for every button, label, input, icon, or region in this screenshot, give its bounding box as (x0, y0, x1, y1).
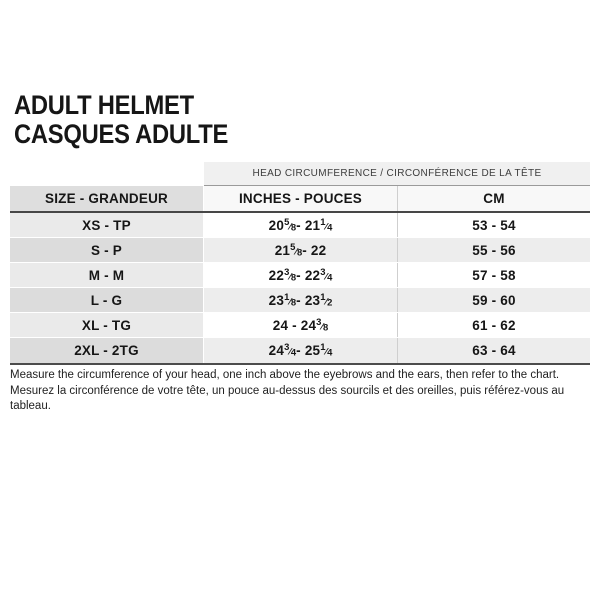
measurement-note-en: Measure the circumference of your head, one inch above the eyebrows and the ears, then refer to the chart. (10, 369, 560, 381)
page-title-fr: CASQUES ADULTE (14, 119, 229, 149)
inches-cell: 24 3⁄4 - 25 1⁄4 (204, 338, 397, 363)
cm-cell: 53 - 54 (397, 213, 590, 237)
table-row-2xl (10, 338, 590, 363)
measurement-note-fr: Mesurez la circonférence de votre tête, un pouce au-dessus des sourcils et des oreilles, puis référez-vous au tableau. (10, 384, 565, 412)
cm-cell: 57 - 58 (397, 263, 590, 287)
inches-cell: 21 5⁄8 - 22 (204, 238, 397, 262)
span-header-head-circumference: HEAD CIRCUMFERENCE / CIRCONFÉRENCE DE LA TÊTE (204, 162, 590, 186)
column-header-inches: INCHES - POUCES (204, 186, 397, 211)
inches-cell: 24 - 24 3⁄8 (204, 313, 397, 337)
table-row-xs (10, 213, 590, 238)
table-row-xl (10, 313, 590, 338)
size-cell: XL - TG (10, 313, 204, 337)
cm-cell: 63 - 64 (397, 338, 590, 363)
inches-cell: 23 1⁄8 - 23 1⁄2 (204, 288, 397, 312)
column-header-cm: CM (397, 186, 590, 211)
cm-cell: 59 - 60 (397, 288, 590, 312)
inches-cell: 20 5⁄8 - 21 1⁄4 (204, 213, 397, 237)
page-title-en: ADULT HELMET (14, 90, 194, 120)
size-cell: L - G (10, 288, 204, 312)
table-row-m (10, 263, 590, 288)
table-row-l (10, 288, 590, 313)
size-cell: M - M (10, 263, 204, 287)
span-header-row (10, 162, 590, 186)
column-header-size: SIZE - GRANDEUR (10, 186, 204, 211)
measurement-note (10, 368, 600, 415)
cm-cell: 61 - 62 (397, 313, 590, 337)
table-row-s (10, 238, 590, 263)
page-title (14, 91, 228, 149)
size-cell: XS - TP (10, 213, 204, 237)
size-cell: 2XL - 2TG (10, 338, 204, 363)
size-cell: S - P (10, 238, 204, 262)
inches-cell: 22 3⁄8 - 22 3⁄4 (204, 263, 397, 287)
column-header-row (10, 186, 590, 213)
size-chart-table (10, 162, 590, 365)
cm-cell: 55 - 56 (397, 238, 590, 262)
